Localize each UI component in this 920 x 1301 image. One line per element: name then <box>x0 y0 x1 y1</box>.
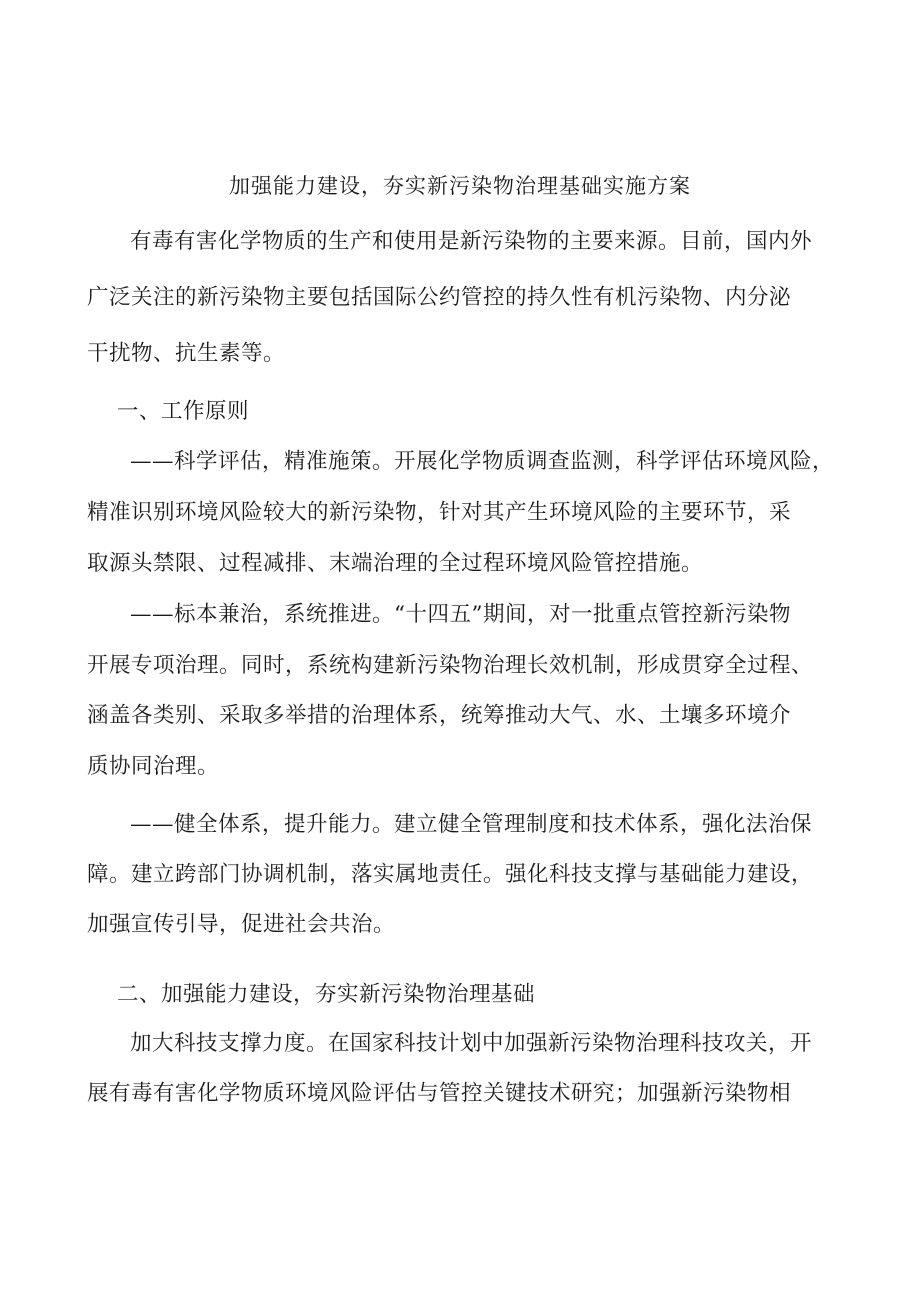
section1-para2-line-1: ——标本兼治，系统推进。“十四五”期间，对一批重点管控新污染物 <box>130 602 791 627</box>
section1-heading: 一、工作原则 <box>117 399 250 424</box>
section2-heading: 二、加强能力建设，夯实新污染物治理基础 <box>117 982 536 1007</box>
section2-para1-line-2: 展有毒有害化学物质环境风险评估与管控关键技术研究；加强新污染物相 <box>87 1081 792 1106</box>
section1-para2-line-2: 开展专项治理。同时，系统构建新污染物治理长效机制，形成贯穿全过程、 <box>87 653 814 678</box>
section1-para1-line-2: 精准识别环境风险较大的新污染物，针对其产生环境风险的主要环节，采 <box>87 500 792 525</box>
document-title: 加强能力建设，夯实新污染物治理基础实施方案 <box>229 174 691 198</box>
intro-line-1: 有毒有害化学物质的生产和使用是新污染物的主要来源。目前，国内外 <box>130 229 813 254</box>
section1-para2-line-4: 质协同治理。 <box>87 754 220 779</box>
intro-line-3: 干扰物、抗生素等。 <box>87 341 286 366</box>
section2-para1-line-1: 加大科技支撑力度。在国家科技计划中加强新污染物治理科技攻关，开 <box>130 1031 813 1056</box>
section1-para3-line-3: 加强宣传引导，促进社会共治。 <box>87 912 396 937</box>
section1-para3-line-1: ——健全体系，提升能力。建立健全管理制度和技术体系，强化法治保 <box>130 812 813 837</box>
section1-para1-line-1: ——科学评估，精准施策。开展化学物质调查监测，科学评估环境风险， <box>130 449 835 474</box>
intro-line-2: 广泛关注的新污染物主要包括国际公约管控的持久性有机污染物、内分泌 <box>87 285 792 310</box>
section1-para3-line-2: 障。建立跨部门协调机制，落实属地责任。强化科技支撑与基础能力建设， <box>87 862 814 887</box>
section1-para1-line-3: 取源头禁限、过程减排、末端治理的全过程环境风险管控措施。 <box>87 551 704 576</box>
section1-para2-line-3: 涵盖各类别、采取多举措的治理体系，统筹推动大气、水、土壤多环境介 <box>87 703 792 728</box>
